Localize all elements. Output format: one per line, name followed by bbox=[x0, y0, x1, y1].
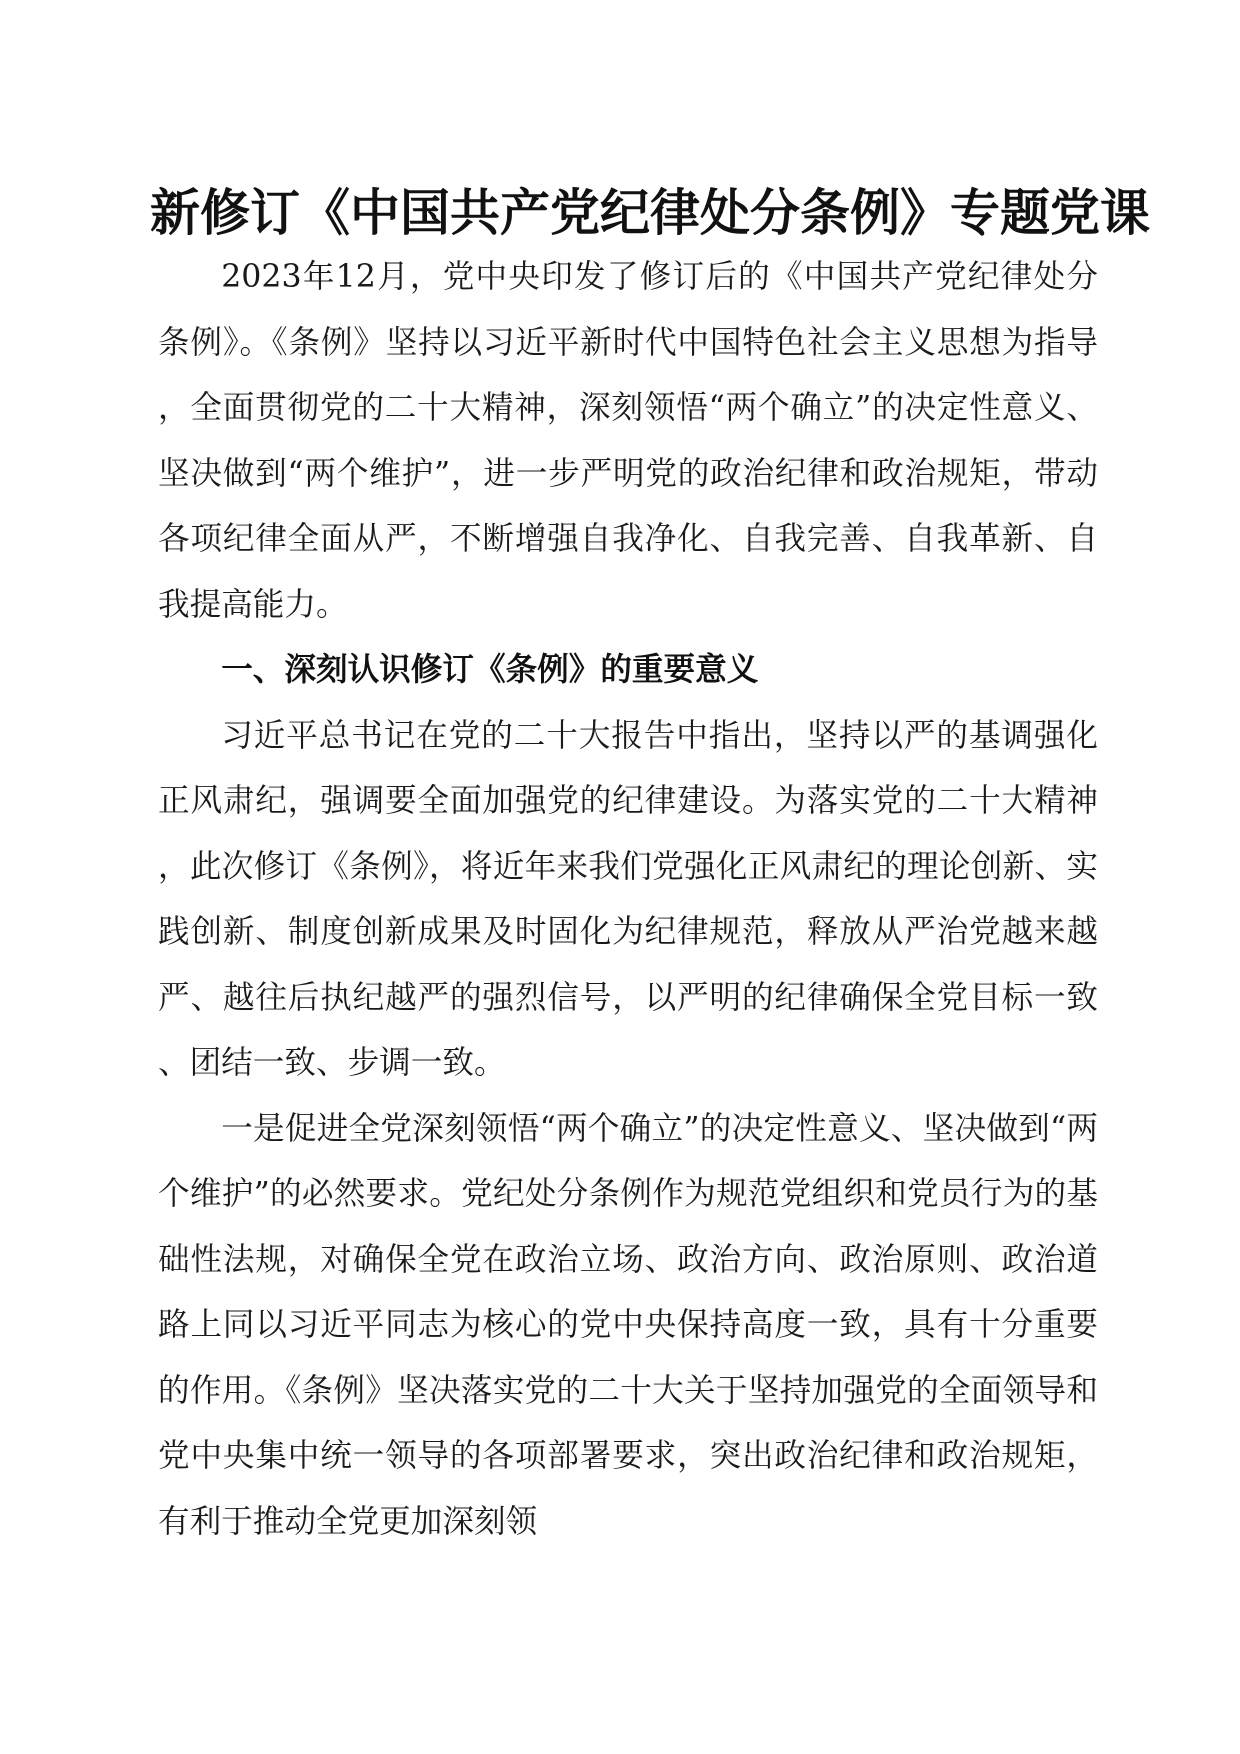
section-heading: 一、深刻认识修订《条例》的重要意义 bbox=[221, 652, 759, 688]
body-paragraph-1: 习近平总书记在党的二十大报告中指出，坚持以严的基调强化正风肃纪，强调要全面加强党的纪律建设。为落实党的二十大精神，此次修订《条例》，将近年来我们党强化正风肃纪的理论创新、实践创新、制度创新成果及时固化为纪律规范，释放从严治党越来越严、越往后执纪越严的强烈信号，以严明的纪律确保全党目标一致、团结一致、步调一致。 bbox=[158, 717, 1098, 1081]
body-paragraph-2: 一是促进全党深刻领悟“两个确立”的决定性意义、坚决做到“两个维护”的必然要求。党纪处分条例作为规范党组织和党员行为的基础性法规，对确保全党在政治立场、政治方向、政治原则、政治道路上同以习近平同志为核心的党中央保持高度一致，具有十分重要的作用。《条例》坚决落实党的二十大关于坚持加强党的全面领导和党中央集中统一领导的各项部署要求，突出政治纪律和政治规矩，有利于推动全党更加深刻领 bbox=[158, 1110, 1098, 1540]
document-body bbox=[158, 245, 1098, 1555]
intro-paragraph: 2023年12月，党中央印发了修订后的《中国共产党纪律处分条例》。《条例》坚持以习近平新时代中国特色社会主义思想为指导，全面贯彻党的二十大精神，深刻领悟“两个确立”的决定性意义、坚决做到“两个维护”，进一步严明党的政治纪律和政治规矩，带动各项纪律全面从严，不断增强自我净化、自我完善、自我革新、自我提高能力。 bbox=[158, 259, 1098, 623]
document-title: 新修订《中国共产党纪律处分条例》专题党课 bbox=[150, 183, 1150, 242]
